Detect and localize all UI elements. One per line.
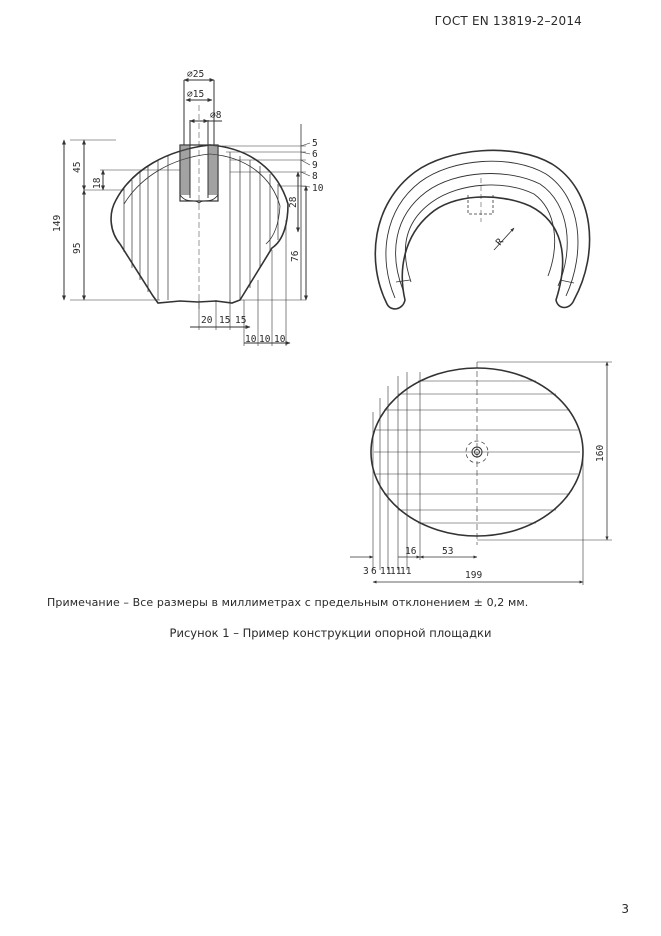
dim-9: 9 [312,160,318,171]
dim-bottom-20: 20 [201,315,213,326]
dim-199: 199 [465,570,483,581]
dim-diameter-8: ⌀8 [210,110,222,121]
document-code: ГОСТ EN 13819-2–2014 [434,14,582,28]
dim-53: 53 [442,546,454,557]
dim-6: 6 [371,566,377,577]
dim-76: 76 [290,250,301,262]
dim-bottom-10b: 10 [259,334,271,345]
dim-11c: 11 [400,566,412,577]
dim-149: 149 [52,214,63,232]
radius-label: R [493,236,506,248]
figure-caption: Рисунок 1 – Пример конструкции опорной площадки [169,626,492,640]
dim-6: 6 [312,149,318,160]
dim-bottom-15b: 15 [235,315,247,326]
side-view [375,150,589,309]
dim-diameter-15: ⌀15 [187,89,205,100]
dim-11b: 11 [390,566,402,577]
dim-16: 16 [405,546,417,557]
dim-bottom-15a: 15 [219,315,231,326]
page-number: 3 [621,902,629,916]
section-view-labels [52,69,324,345]
dim-3: 3 [363,566,369,577]
dim-28: 28 [288,196,299,208]
dim-10: 10 [312,183,324,194]
dim-5: 5 [312,138,318,149]
section-outline [111,145,288,303]
dim-bottom-10a: 10 [245,334,257,345]
dim-8: 8 [312,171,318,182]
section-view [64,80,310,346]
dim-diameter-25: ⌀25 [187,69,205,80]
dim-bottom-10c: 10 [274,334,286,345]
dim-95: 95 [72,242,83,254]
dimensions-note: Примечание – Все размеры в миллиметрах с предельным отклонением ± 0,2 мм. [47,596,529,609]
top-view-labels [363,445,606,581]
dim-160: 160 [595,444,606,462]
dim-11a: 11 [380,566,392,577]
dim-18: 18 [92,177,103,189]
dim-45: 45 [72,161,83,173]
top-view [350,362,612,585]
